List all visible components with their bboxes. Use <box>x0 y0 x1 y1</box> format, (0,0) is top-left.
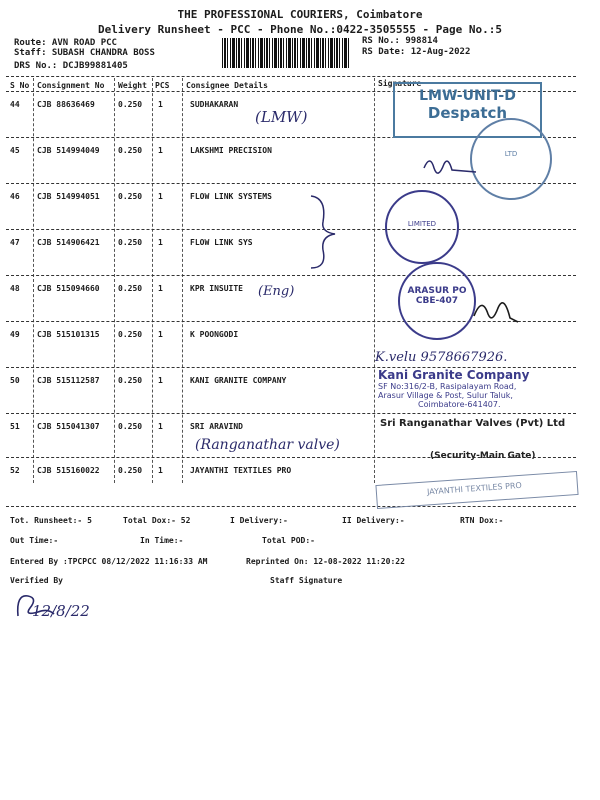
stamp-text: CBE-407 <box>415 296 459 306</box>
table-top-rule <box>6 76 576 77</box>
rtn-dox: RTN Dox:- <box>460 516 504 525</box>
stamp-text: Coimbatore-641407. <box>418 400 501 409</box>
row-consignment: CJB 515160022 <box>37 466 100 475</box>
row-sno: 51 <box>10 422 20 431</box>
stamp-text: Arasur Village & Post, Sulur Taluk, <box>378 391 513 400</box>
stamp-text: Kani Granite Company <box>378 368 530 382</box>
row-sno: 46 <box>10 192 20 201</box>
row-sno: 45 <box>10 146 20 155</box>
signature-mark <box>420 150 480 186</box>
row-consignee: SUDHAKARAN <box>190 100 239 109</box>
col-divider <box>182 78 183 483</box>
row-sno: 47 <box>10 238 20 247</box>
table-bottom-rule <box>6 506 576 507</box>
rs-date: RS Date: 12-Aug-2022 <box>362 47 471 57</box>
row-weight: 0.250 <box>118 330 143 339</box>
row-sno: 50 <box>10 376 20 385</box>
stamp-text: Despatch <box>427 104 508 122</box>
row-pcs: 1 <box>158 422 163 431</box>
security-stamp: (Security-Main Gate) <box>430 451 536 461</box>
verified-date: 12/8/22 <box>32 602 90 620</box>
out-time: Out Time:- <box>10 536 59 545</box>
company-title: THE PROFESSIONAL COURIERS, Coimbatore <box>177 8 423 21</box>
col-divider <box>152 78 153 483</box>
row-rule <box>6 413 576 414</box>
row-pcs: 1 <box>158 238 163 247</box>
col-consignee: Consignee Details <box>186 81 268 90</box>
row-sno: 44 <box>10 100 20 109</box>
col-divider <box>114 78 115 483</box>
brace-mark <box>305 192 345 272</box>
stamp-text: JAYANTHI TEXTILES PRO <box>426 480 523 497</box>
row-weight: 0.250 <box>118 422 143 431</box>
row-weight: 0.250 <box>118 284 143 293</box>
handwritten-ranganathar: (Ranganathar valve) <box>195 437 340 453</box>
row-consignee: FLOW LINK SYSTEMS <box>190 192 272 201</box>
i-delivery: I Delivery:- <box>230 516 288 525</box>
ii-delivery: II Delivery:- <box>342 516 405 525</box>
row-consignee: JAYANTHI TEXTILES PRO <box>190 466 292 475</box>
row-consignment: CJB 88636469 <box>37 100 95 109</box>
row-consignment: CJB 515094660 <box>37 284 100 293</box>
row-consignment: CJB 515041307 <box>37 422 100 431</box>
row-rule <box>6 229 576 230</box>
row-weight: 0.250 <box>118 238 143 247</box>
rs-no: RS No.: 998814 <box>362 36 438 46</box>
row-consignment: CJB 514994051 <box>37 192 100 201</box>
route-label: Route: AVN ROAD PCC <box>14 38 117 48</box>
row-pcs: 1 <box>158 284 163 293</box>
entered-by: Entered By :TPCPCC 08/12/2022 11:16:33 AM <box>10 557 208 566</box>
drs-label: DRS No.: DCJB99881405 <box>14 61 128 71</box>
row-weight: 0.250 <box>118 146 143 155</box>
handwritten-eng: (Eng) <box>258 284 295 299</box>
stamp-text: ARASUR PO <box>407 286 467 296</box>
col-consignment: Consignment No <box>37 81 105 90</box>
handwritten-phone: K.velu 9578667926. <box>375 350 508 365</box>
stamp-text: LMW-UNIT-D <box>419 88 516 104</box>
row-sno: 52 <box>10 466 20 475</box>
total-dox: Total Dox:- 52 <box>123 516 191 525</box>
circular-stamp: LTD <box>470 118 552 200</box>
tot-runsheet: Tot. Runsheet:- 5 <box>10 516 92 525</box>
row-sno: 49 <box>10 330 20 339</box>
row-consignee: KPR INSUITE <box>190 284 243 293</box>
handwritten-lmw: (LMW) <box>255 108 308 126</box>
jayanthi-stamp <box>375 471 578 509</box>
col-signature: Signature <box>378 79 422 88</box>
row-pcs: 1 <box>158 146 163 155</box>
col-weight: Weight <box>118 81 147 90</box>
row-sno: 48 <box>10 284 20 293</box>
row-consignment: CJB 514994049 <box>37 146 100 155</box>
sri-ranganathar-stamp: Sri Ranganathar Valves (Pvt) Ltd <box>380 418 566 429</box>
row-consignment: CJB 515112587 <box>37 376 100 385</box>
runsheet-title: Delivery Runsheet - PCC - Phone No.:0422-3505555 - Page No.:5 <box>98 23 502 36</box>
verified-by: Verified By <box>10 576 63 585</box>
signature-mark <box>470 290 520 330</box>
col-sno: S No <box>10 81 30 90</box>
total-pod: Total POD:- <box>262 536 315 545</box>
circular-stamp: LIMITED <box>385 190 459 264</box>
row-consignee: K POONGODI <box>190 330 239 339</box>
row-weight: 0.250 <box>118 100 143 109</box>
staff-signature: Staff Signature <box>270 576 343 585</box>
col-divider <box>374 78 375 483</box>
row-consignment: CJB 515101315 <box>37 330 100 339</box>
row-consignee: LAKSHMI PRECISION <box>190 146 272 155</box>
row-pcs: 1 <box>158 100 163 109</box>
col-divider <box>33 78 34 483</box>
stamp-text: SF No:316/2-B, Rasipalayam Road, <box>378 382 517 391</box>
row-pcs: 1 <box>158 466 163 475</box>
row-pcs: 1 <box>158 376 163 385</box>
arasur-stamp <box>398 262 476 340</box>
row-consignment: CJB 514906421 <box>37 238 100 247</box>
barcode <box>222 38 350 68</box>
row-consignee: FLOW LINK SYS <box>190 238 253 247</box>
reprinted-on: Reprinted On: 12-08-2022 11:20:22 <box>246 557 405 566</box>
in-time: In Time:- <box>140 536 184 545</box>
row-weight: 0.250 <box>118 376 143 385</box>
row-weight: 0.250 <box>118 466 143 475</box>
row-pcs: 1 <box>158 192 163 201</box>
row-pcs: 1 <box>158 330 163 339</box>
row-consignee: KANI GRANITE COMPANY <box>190 376 287 385</box>
kani-granite-stamp <box>378 368 578 409</box>
row-rule <box>6 275 576 276</box>
row-consignee: SRI ARAVIND <box>190 422 243 431</box>
staff-label: Staff: SUBASH CHANDRA BOSS <box>14 48 155 58</box>
col-pcs: PCS <box>155 81 170 90</box>
row-weight: 0.250 <box>118 192 143 201</box>
